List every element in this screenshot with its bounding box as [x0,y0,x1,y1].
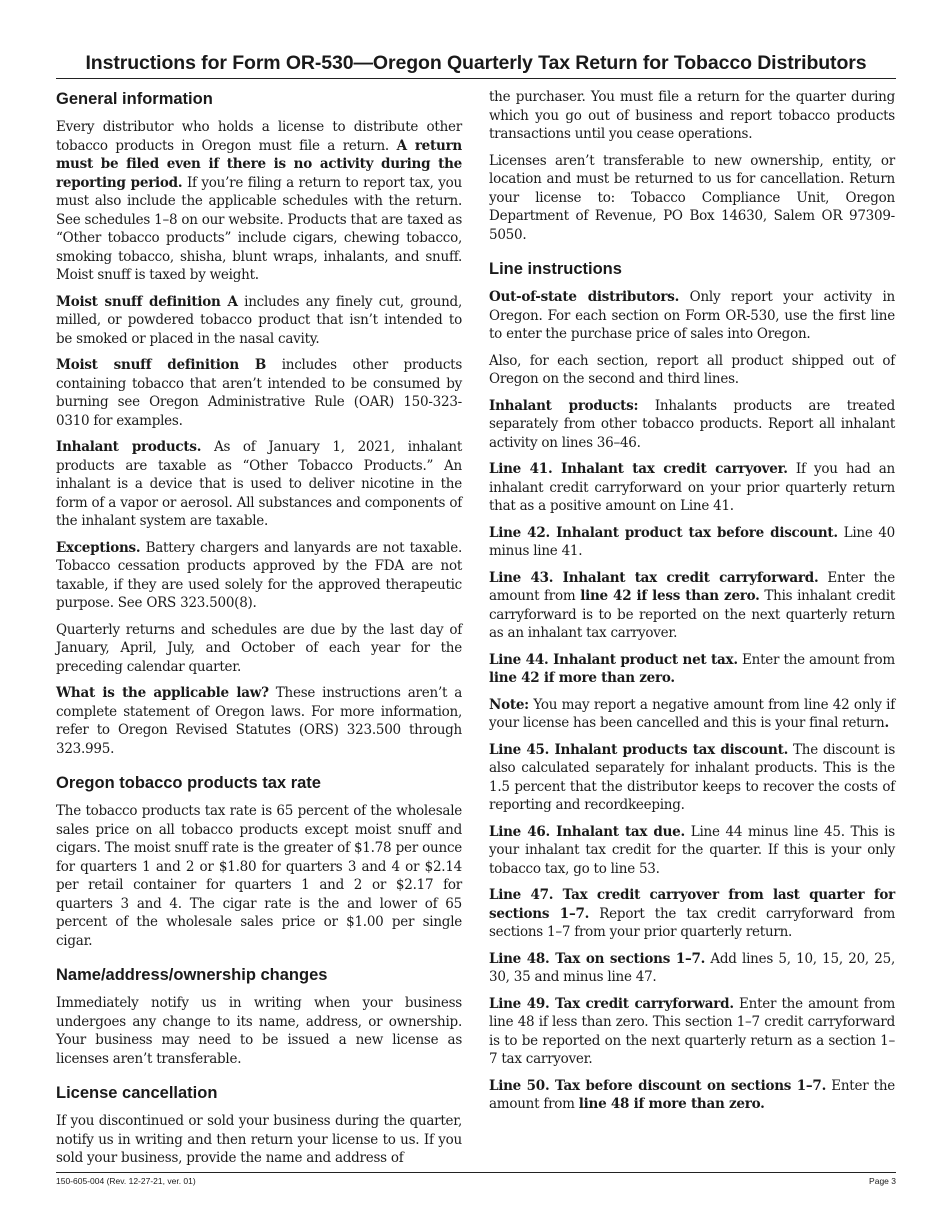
applicable-law-text: These instructions aren’t a complete statement of Oregon laws. For more information, refer to Oregon Revised Statutes (ORS) 323.500 through 323.995. [56,685,462,757]
tax-rate-paragraph: The tobacco products tax rate is 65 percent of the wholesale sales price on all tobacco products except moist snuff and cigars. The moist snuff rate is the greater of $1.78 per ounce for quarters 1 and 2 or $1.80 for quarters 3 and 4 or $2.14 per retail container for quarters 1 and 2 or $2.17 for quarters 3 and 4. The cigar rate is the and lower of 65 percent of the wholesale sales price or $1.00 per single cigar. [56,803,462,949]
line-47-label: Line 47. Tax credit carryover from last quarter for sections 1–7. [489,887,895,922]
left-column [56,88,462,1176]
line-43-condition: line 42 if less than zero. [580,588,760,604]
shipped-out-paragraph: Also, for each section, report all product shipped out of Oregon on the second and third lines. [489,352,895,387]
line-49-paragraph [489,995,895,1069]
inhalant-products-label: Inhalant products. [56,439,202,455]
line-50-label: Line 50. Tax before discount on sections 1–7. [489,1077,827,1094]
license-cancellation-heading: License cancellation [56,1084,218,1102]
general-text-a: Every distributor who holds a license to distribute other tobacco products in Oregon must file a return. [56,119,462,154]
line-43-text-a: Enter the amount from [489,569,895,604]
line-47-paragraph [489,886,895,942]
line-43-paragraph [489,569,895,643]
cancellation-continued-paragraph: the purchaser. You must file a return for the quarter during which you go out of business and report tobacco products transactions until you cease operations. [489,89,895,142]
inhalant-lines-text: Inhalants products are treated separately from other tobacco products. Report all inhalant activity on lines 36–46. [489,397,895,451]
out-of-state-paragraph [489,288,895,344]
changes-paragraph: Immediately notify us in writing when your business undergoes any change to its name, address, or ownership. Your business may need to be issued a new license as licenses aren’t transferable. [56,995,462,1067]
general-paragraph [56,118,462,285]
line-50-text: Enter the amount from [489,1077,896,1112]
line-41-text: If you had an inhalant credit carryforward on your prior quarterly return that as a positive amount on Line 41. [489,461,895,514]
line-42-label: Line 42. Inhalant product tax before discount. [489,524,838,541]
line-43-label: Line 43. Inhalant tax credit carryforward. [489,569,819,586]
moist-snuff-a-label: Moist snuff definition A [56,293,238,310]
out-of-state-label: Out-of-state distributors. [489,289,680,305]
line-42-paragraph [489,524,895,561]
line-48-text: Add lines 5, 10, 15, 20, 25, 30, 35 and minus line 47. [489,950,896,985]
line-44-text: Enter the amount from [737,651,895,668]
line-50-paragraph [489,1077,895,1114]
moist-snuff-a-paragraph [56,293,462,349]
line-49-label: Line 49. Tax credit carryforward. [489,995,734,1012]
line-44-label: Line 44. Inhalant product net tax. [489,651,738,668]
line-45-label: Line 45. Inhalant products tax discount. [489,741,789,758]
line-49-text: Enter the amount from line 48 if less than zero. This section 1–7 credit carryforward is to be reported on the next quarterly return as a section 1–7 tax carryover. [489,995,895,1067]
line-48-paragraph [489,950,895,987]
inhalant-products-paragraph [56,438,462,531]
general-bold-notice: A return must be filed even if there is no activity during the reporting period. [56,137,462,191]
license-return-paragraph: Licenses aren’t transferable to new ownership, entity, or location and must be returned to us for cancellation. Return your license to: Tobacco Compliance Unit, Oregon Department of Revenue, PO Box 14630, Salem OR 97309-5050. [489,152,895,243]
line-50-condition: line 48 if more than zero. [578,1096,765,1112]
footer-divider [56,1172,896,1173]
page-title: Instructions for Form OR-530—Oregon Quarterly Tax Return for Tobacco Distributors [85,52,867,74]
line-48-label: Line 48. Tax on sections 1–7. [489,950,706,967]
note-text: You may report a negative amount from line 42 only if your license has been cancelled and this is your final return [489,696,895,731]
exceptions-label: Exceptions. [56,539,141,556]
line-42-text: Line 40 minus line 41. [489,524,895,559]
note-label: Note: [489,696,529,713]
line-46-label: Line 46. Inhalant tax due. [489,823,685,840]
page-number: Page 3 [869,1176,896,1186]
inhalant-products-text: As of January 1, 2021, inhalant products are taxable as “Other Tobacco Products.” An inhalant is a device that is used to deliver nicotine in the form of a vapor or aerosol. All substances and components of the inhalant system are taxable. [56,439,463,529]
general-information-heading: General information [56,90,213,108]
due-dates-paragraph: Quarterly returns and schedules are due by the last day of January, April, July, and October of each year for the preceding calendar quarter. [56,621,462,675]
general-text-b: If you’re filing a return to report tax, you must also include the applicable schedules with the return. See schedules 1–8 on our website. Products that are taxed as “Other tobacco products” include cigars, chewing tobacco, smoking tobacco, shisha, blunt wraps, inhalants, and snuff. Moist snuff is taxed by weight. [56,174,462,283]
moist-snuff-b-text: includes other products containing tobacco that aren’t intended to be consumed by burning see Oregon Administrative Rule (OAR) 150-323-0310 for examples. [56,357,462,429]
note-period: . [884,715,889,731]
applicable-law-paragraph [56,684,462,758]
right-column [489,88,895,1122]
line-43-text-b: This inhalant credit carryforward is to be reported on the next quarterly return as an inhalant tax carryover. [489,588,895,641]
line-46-paragraph [489,823,895,879]
title-divider [56,78,896,79]
moist-snuff-b-label: Moist snuff definition B [56,357,267,373]
applicable-law-label: What is the applicable law? [56,685,269,701]
line-41-paragraph [489,460,895,516]
line-46-text: Line 44 minus line 45. This is your inhalant tax credit for the quarter. If this is your only tobacco tax, go to line 53. [489,823,895,877]
line-instructions-heading: Line instructions [489,260,622,278]
inhalant-lines-paragraph [489,397,895,453]
exceptions-text: Battery chargers and lanyards are not taxable. Tobacco cessation products approved by the FDA are not taxable, if they are used solely for the approved therapeutic purpose. See ORS 323.500(8). [56,539,462,611]
out-of-state-text: Only report your activity in Oregon. For each section on Form OR-530, use the first line to enter the purchase price of sales into Oregon. [489,289,895,342]
exceptions-paragraph [56,539,462,613]
moist-snuff-b-paragraph [56,356,462,430]
changes-heading: Name/address/ownership changes [56,966,328,984]
inhalant-lines-label: Inhalant products: [489,397,639,414]
tax-rate-heading: Oregon tobacco products tax rate [56,774,321,792]
line-41-label: Line 41. Inhalant tax credit carryover. [489,461,788,477]
line-45-text: The discount is also calculated separately for inhalant products. This is the 1.5 percent that the distributor keeps to recover the costs of reporting and recordkeeping. [489,741,895,813]
line-44-paragraph [489,651,895,688]
license-cancellation-paragraph: If you discontinued or sold your business during the quarter, notify us in writing and then return your license to us. If you sold your business, provide the name and address of [56,1113,462,1166]
note-paragraph [489,696,895,733]
line-45-paragraph [489,741,895,815]
line-47-text: Report the tax credit carryforward from sections 1–7 from your prior quarterly return. [489,905,895,940]
moist-snuff-a-text: includes any finely cut, ground, milled, or powdered tobacco product that isn’t intended to be smoked or placed in the nasal cavity. [56,293,462,347]
form-number: 150-605-004 (Rev. 12-27-21, ver. 01) [56,1176,196,1186]
line-44-condition: line 42 if more than zero. [489,670,675,686]
